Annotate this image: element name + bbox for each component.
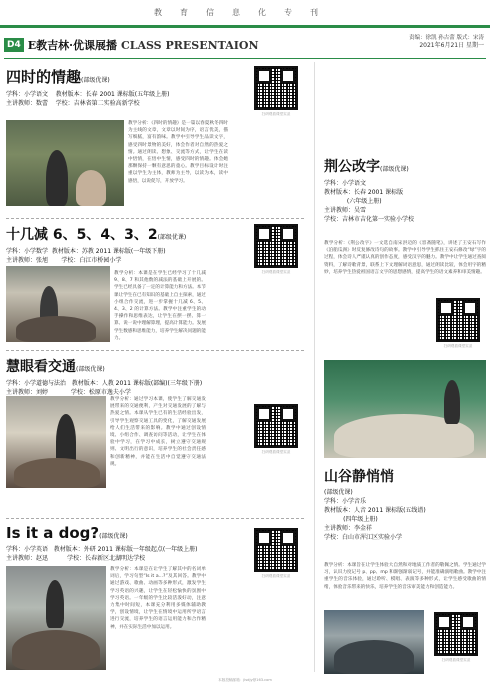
article-info: 学科：小学语文 教材版本：长春 2001 课标版 (六年级上册) 主讲教师：吴雪 学校：吉林市吉化第一实验小学校 xyxy=(324,180,415,223)
qr-code[interactable] xyxy=(254,224,298,268)
article-info: 学科：小学英语 教材版本：外研 2011 课标版一年级起点(一年级上册) 主讲教师：赵迅 学校：长春新区北湖明达学校 xyxy=(6,546,198,562)
article-body: 教学分析：《荆公改字》一文选自南宋洪迈的《容斋随笔》，讲述了王安石写作《泊船瓜洲》时反复修改诗句的故事。教学中引导学生抓住王安石修改“绿”字的过程，体会诗人严谨认真的创作态度，感受汉字的魅力。教学中让学生通过查阅资料，了解诗歌背景，联系上下文理解词语意思，通过朗读比较，体会用字的精妙，培养学生热爱祖国语言文字的思想感情，提高学生的语文素养和审美情趣。 xyxy=(324,241,486,275)
article-title: 慧眼看交通(部级优课) xyxy=(6,359,105,375)
classroom-photo xyxy=(6,396,106,488)
section-divider xyxy=(6,350,304,351)
page-title-cn: E教吉林·优课展播 xyxy=(27,39,117,52)
qr-caption: 扫码观看课堂实录 xyxy=(261,574,291,578)
qr-code[interactable] xyxy=(254,66,298,110)
article-info: 学科：小学数学 教材版本：苏教 2011 课标版(一年级下册) 主讲教师：张旭 学校：白江市桥园小学 xyxy=(6,248,166,264)
article-3 xyxy=(324,156,486,224)
classroom-photo xyxy=(6,120,124,206)
article-body: 教学分析：《四时的情趣》是一篇以春夏秋冬四时为主线的文章，文章以时间为序，语言优美，描写细腻，富有韵味。教学中引导学生品读文字，感受四时景物的美好，体会作者对自然的热爱之情。通过朗读、想象、交流等方式，让学生在读中悟情，在悟中生情，感受四时的情趣。体会她那颗保持一颗有意思的童心。教学目标设计时注重以学生为主体，教师为主导，以读为本，读中感悟，以说促写，开放学习。 xyxy=(128,121,228,184)
page-title-en: CLASS PRESENTAION xyxy=(120,39,259,52)
qr-code[interactable] xyxy=(434,612,478,656)
qr-caption: 扫码观看课堂实录 xyxy=(261,112,291,116)
page-title xyxy=(28,37,259,53)
article-title: Is it a dog?(部级优课) xyxy=(6,524,128,542)
issue-date: 2021年6月21日 星期一 xyxy=(419,42,484,49)
article-title: 四时的情趣(部级优课) xyxy=(6,68,110,86)
page-footer: 本版投稿邮箱：jlsdjy@163.com xyxy=(218,678,272,682)
header-rule xyxy=(4,58,486,59)
article-info: 学科：小学道德与法治 教材版本：人教 2011 课标版(部编)(三年级下册) 主讲教师：刘婷 学校：松原市逸夫小学 xyxy=(6,380,203,396)
classroom-photo xyxy=(6,266,110,342)
article-info: (部级优课) 学科：小学音乐 教材版本：人音 2011 课标版(五线谱) (四年级上册) 主讲教师：李金祥 学校：白山市浑江区实验小学 xyxy=(324,489,426,541)
qr-caption: 扫码观看课堂实录 xyxy=(261,450,291,454)
article-5 xyxy=(324,466,486,542)
article-body-col2 xyxy=(210,584,306,670)
qr-caption: 扫码观看课堂实录 xyxy=(443,344,473,348)
section-divider xyxy=(6,518,304,519)
article-title: 十几减 6、5、4、3、2(部级优课) xyxy=(6,227,187,243)
top-banner xyxy=(0,0,490,28)
article-info: 学科：小学语文 教材版本：长春 2001 课标版(五年级上册) 主讲教师：数蕾 学校：吉林省第二实验高新学校 xyxy=(6,91,170,107)
page-meta xyxy=(409,34,484,50)
article-body-col2 xyxy=(232,118,302,212)
classroom-photo xyxy=(324,610,424,674)
qr-caption: 扫码观看课堂实录 xyxy=(261,270,291,274)
qr-caption: 扫码观看课堂实录 xyxy=(441,658,471,662)
article-title: 荆公改字(部级优课) xyxy=(324,159,409,175)
qr-code[interactable] xyxy=(436,298,480,342)
page-number-badge: D4 xyxy=(4,38,24,52)
qr-code[interactable] xyxy=(254,528,298,572)
classroom-photo xyxy=(6,566,106,670)
article-body: 教学分析：本课是在让学生了解其中的名词单词后，学习句型“Is it a...?”及其回答。教学中通过游戏、歌曲、动画等多种形式，激发学生学习英语的兴趣，让学生在轻松愉快的氛围中学习英语。一年级的学生比较活泼好动，注意力集中时间短，本课充分利用多媒体辅助教学，创设情境，让学生在情境中运用所学语言进行交流，培养学生的语言运用能力和合作精神，并在实际生活中加以运用。 xyxy=(110,567,206,630)
article-body: 教学分析：本课是在学生已经学习了十几减 9、8、7 和其他数的减法的基础上开展的。学生已经具备了一定的计算能力和方法。本节课让学生在已有知识的基础上自主探索，通过小组合作交流，进一步掌握十几减 6、5、4、3、2 的计算方法。教学中注重学生的动手操作和思维表达，让学生在摆一摆、算一算、说一说中理解算理，提高计算能力。发展学生数感和思维能力，培养学生解决问题的能力。 xyxy=(114,271,206,341)
qr-code[interactable] xyxy=(254,404,298,448)
slogan: 教育信息化专刊 xyxy=(154,8,336,17)
classroom-photo xyxy=(324,360,486,458)
column-separator xyxy=(314,62,315,672)
section-divider xyxy=(6,218,304,219)
article-4 xyxy=(6,356,306,397)
article-body: 教学分析：本课旨在让学生体验大自然和对地质工作者的敬佩之情。学生通过学习，认识力度记号 p、pp、mp 和渐强渐弱记号，并能准确演唱歌曲。教学中注重学生的音乐体验，通过聆听、模唱、表演等多种形式，让学生感受歌曲的情绪，体验音乐带来的快乐，培养学生的音乐审美能力和创造能力。 xyxy=(324,563,486,590)
editor-credit: 责编：徐凯 孙古蕾 版式：宋涛 xyxy=(409,35,484,41)
article-body: 教学分析：通过学习本课，使学生了解交通发展带来的交通便利，产生对交通发展的了解与热爱之情。本课从学生已有的生活经验出发，引导学生观察交通工具的变化，了解交通发展给人们生活带来的影响。教学中通过创设情境、小组合作、调查访问等活动，让学生在体验中学习，在学习中成长，树立遵守交通规则、文明出行的意识，培养学生的社会责任感和创新精神，并能在生活中自觉遵守交通法规。 xyxy=(110,397,206,467)
article-title: 山谷静悄悄 xyxy=(324,469,394,485)
